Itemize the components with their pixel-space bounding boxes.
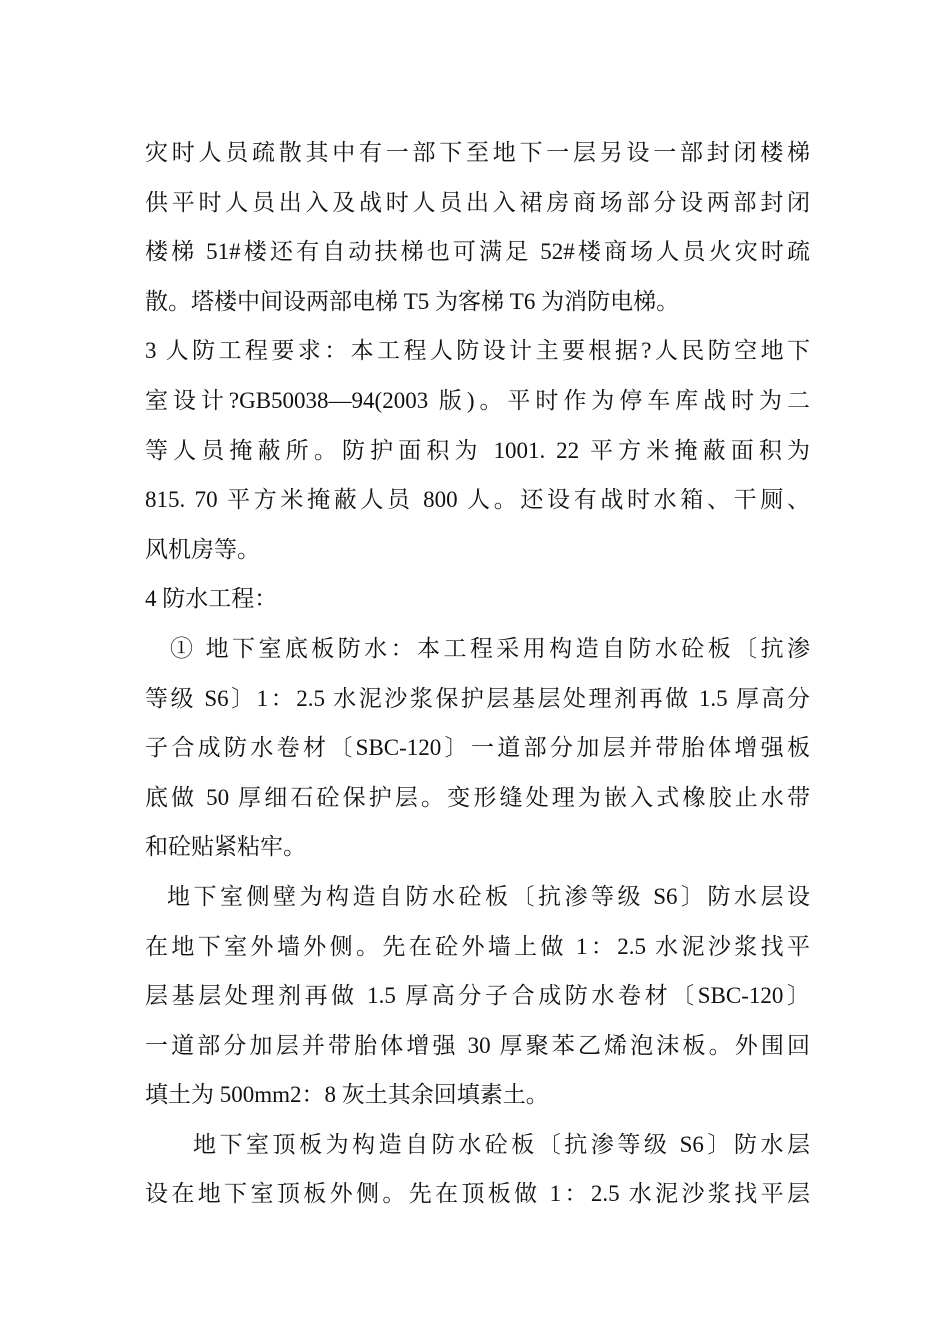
text-line: 等人员掩蔽所。防护面积为 1001. 22 平方米掩蔽面积为 (145, 437, 810, 463)
text-line: 散。塔楼中间设两部电梯 T5 为客梯 T6 为消防电梯。 (145, 288, 680, 314)
text-line: 楼梯 51#楼还有自动扶梯也可满足 52#楼商场人员火灾时疏 (145, 239, 810, 265)
text-line: 供平时人员出入及战时人员出入裙房商场部分设两部封闭 (145, 189, 810, 215)
section-heading-4: 4 防水工程： (145, 586, 278, 612)
text-line: 设在地下室顶板外侧。先在顶板做 1：2.5 水泥沙浆找平层 (145, 1181, 810, 1207)
text-line: 层基层处理剂再做 1.5 厚高分子合成防水卷材〔SBC-120〕 (145, 983, 810, 1009)
paragraph-start: 地下室侧壁为构造自防水砼板〔抗渗等级 S6〕防水层设 (167, 883, 810, 909)
text-line: 底做 50 厚细石砼保护层。变形缝处理为嵌入式橡胶止水带 (145, 784, 810, 810)
body-text (145, 128, 810, 1219)
text-line: 灾时人员疏散其中有一部下至地下一层另设一部封闭楼梯 (145, 140, 810, 165)
list-item-1: ① 地下室底板防水：本工程采用构造自防水砼板〔抗渗 (170, 635, 810, 661)
text-line: 815. 70 平方米掩蔽人员 800 人。还设有战时水箱、干厕、 (145, 487, 810, 513)
text-line: 风机房等。 (145, 536, 260, 562)
text-line: 室设计?GB50038—94(2003 版)。平时作为停车库战时为二 (145, 387, 810, 413)
text-line: 在地下室外墙外侧。先在砼外墙上做 1：2.5 水泥沙浆找平 (145, 933, 810, 959)
text-line: 子合成防水卷材〔SBC-120〕一道部分加层并带胎体增强板 (145, 735, 810, 761)
text-line: 等级 S6〕1：2.5 水泥沙浆保护层基层处理剂再做 1.5 厚高分 (145, 685, 810, 711)
text-line: 一道部分加层并带胎体增强 30 厚聚苯乙烯泡沫板。外围回 (145, 1032, 810, 1058)
section-heading-3: 3 人防工程要求：本工程人防设计主要根据?人民防空地下 (145, 338, 810, 364)
text-line: 和砼贴紧粘牢。 (145, 834, 306, 860)
text-line: 填土为 500mm2：8 灰土其余回填素土。 (145, 1082, 549, 1108)
paragraph-start: 地下室顶板为构造自防水砼板〔抗渗等级 S6〕防水层 (193, 1131, 810, 1157)
